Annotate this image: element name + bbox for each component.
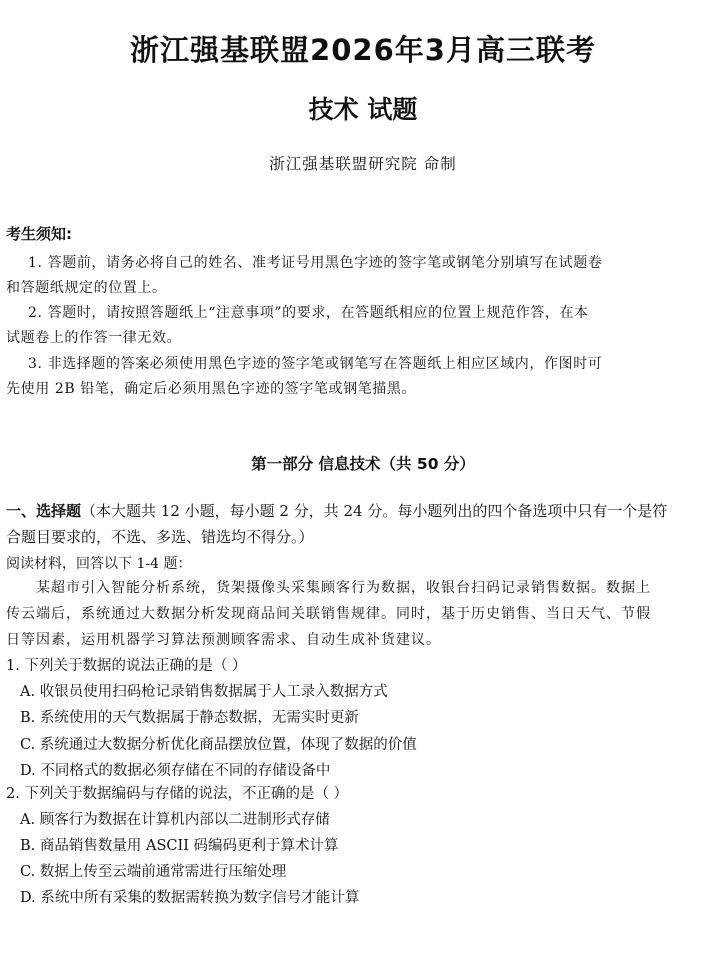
option-d: D. 不同格式的数据必须存储在不同的存储设备中 xyxy=(20,763,331,779)
exam-author: 浙江强基联盟研究院 命制 xyxy=(269,155,457,173)
question-stem: 2. 下列关于数据编码与存储的说法，不正确的是（ ） xyxy=(6,786,349,802)
option-b: B. 系统使用的天气数据属于静态数据，无需实时更新 xyxy=(20,710,359,726)
notice-line: 1. 答题前，请务必将自己的姓名、准考证号用黑色字迹的签字笔或钢笔分别填写在试题卷 xyxy=(28,255,603,271)
reading-prompt: 阅读材料，回答以下 1-4 题： xyxy=(6,556,192,572)
material-line: 日等因素，运用机器学习算法预测顾客需求、自动生成补货建议。 xyxy=(6,632,441,648)
notice-heading: 考生须知: xyxy=(6,225,72,243)
option-d: D. 系统中所有采集的数据需转换为数字信号才能计算 xyxy=(20,890,360,906)
notice-line: 和答题纸规定的位置上。 xyxy=(6,280,167,296)
part-heading xyxy=(6,500,667,521)
notice-line: 试题卷上的作答一律无效。 xyxy=(6,330,182,346)
notice-line: 先使用 2B 铅笔，确定后必须用黑色字迹的签字笔或钢笔描黑。 xyxy=(6,381,417,397)
part-heading-line2: 合题目要求的，不选、多选、错选均不得分。） xyxy=(6,528,314,546)
part-heading-bold: 一、选择题 xyxy=(6,502,82,520)
option-a: A. 收银员使用扫码枪记录销售数据属于人工录入数据方式 xyxy=(20,684,388,700)
material-line: 传云端后，系统通过大数据分析发现商品间关联销售规律。同时，基于历史销售、当日天气、节假 xyxy=(6,606,651,622)
part-heading-rest: （本大题共 12 小题，每小题 2 分，共 24 分。每小题列出的四个备选项中只有一个是符 xyxy=(81,502,668,520)
option-c: C. 系统通过大数据分析优化商品摆放位置，体现了数据的价值 xyxy=(20,737,417,753)
material-line: 某超市引入智能分析系统，货架摄像头采集顾客行为数据，收银台扫码记录销售数据。数据上 xyxy=(36,580,651,596)
notice-line: 3. 非选择题的答案必须使用黑色字迹的签字笔或钢笔写在答题纸上相应区域内，作图时可 xyxy=(28,356,603,372)
option-c: C. 数据上传至云端前通常需进行压缩处理 xyxy=(20,864,287,880)
option-a: A. 顾客行为数据在计算机内部以二进制形式存储 xyxy=(20,812,330,828)
exam-subject: 技术 试题 xyxy=(308,95,418,124)
section-title: 第一部分 信息技术（共 50 分） xyxy=(251,455,475,473)
question-stem: 1. 下列关于数据的说法正确的是（ ） xyxy=(6,658,247,674)
exam-title: 浙江强基联盟2026年3月高三联考 xyxy=(130,33,596,67)
notice-line: 2. 答题时，请按照答题纸上“注意事项”的要求，在答题纸相应的位置上规范作答，在本 xyxy=(28,305,589,321)
option-b: B. 商品销售数量用 ASCII 码编码更利于算术计算 xyxy=(20,838,339,854)
